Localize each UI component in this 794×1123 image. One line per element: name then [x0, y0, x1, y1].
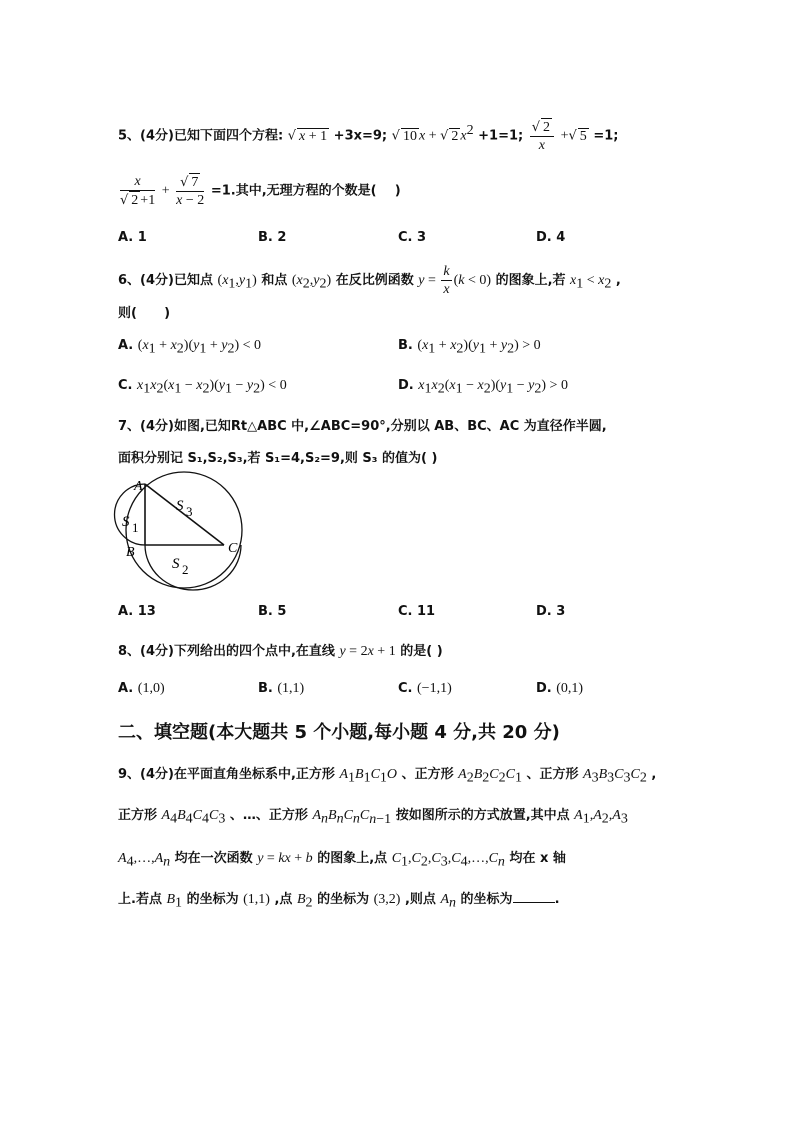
q5-line1: 5、(4分)已知下面四个方程: √ x + 1 +3x=9; √ 10 x + √ 2 $x^2 +1=1$; $\frac{√ 2}{x}$ +√ 5 =1;	[118, 120, 619, 153]
q7-line1: 7、(4分)如图,已知Rt△ABC 中,∠ABC=90°,分别以 AB、BC、AC 为直径作半圆,	[118, 419, 607, 434]
label-s1-sub: 1	[132, 520, 139, 535]
q6-option-b: B. $(x_1 + x_2)(y_1 + y_2) > 0$	[398, 338, 541, 357]
label-a: A	[134, 479, 143, 494]
label-s2: S	[172, 556, 180, 572]
label-b: B	[126, 545, 135, 560]
q9-line3: $A_4,\dots,A_n$ 均在一次函数 y = kx + b 的图象上,点 $C_1,C_2,C_3,C_4,\dots,C_n$ 均在 x 轴	[118, 851, 566, 870]
section-heading: 二、填空题(本大题共 5 个小题,每小题 4 分,共 20 分)	[118, 722, 560, 743]
q8-option-d: D. (0,1)	[536, 681, 584, 696]
label-s2-sub: 2	[182, 562, 189, 577]
label-c: C	[228, 541, 238, 556]
q8-option-a: A. (1,0)	[118, 681, 165, 696]
label-s1: S	[122, 514, 130, 530]
q7-option-a: A. 13	[118, 604, 156, 619]
q7-figure	[100, 470, 270, 595]
q6-option-d: D. $x_1x_2(x_1 - x_2)(y_1 - y_2) > 0$	[398, 378, 568, 397]
q6-line2: 则( )	[118, 306, 171, 321]
q5-option-d: D. 4	[536, 230, 566, 245]
semicircle-s2	[145, 545, 241, 590]
q7-option-b: B. 5	[258, 604, 287, 619]
q8-option-c: C. (−1,1)	[398, 681, 452, 696]
q5-line2: $\frac{x}{√ 2 +1}$ + $\frac{√ 7}{x - 2}$ =1.其中,无理方程的个数是( )	[120, 174, 401, 208]
q6-option-a: A. $(x_1 + x_2)(y_1 + y_2) < 0$	[118, 338, 262, 357]
q6-line1: 6、(4分)已知点 $(x_1,y_1)$ 和点 $(x_2,y_2)$ 在反比例函数 y = $\frac{k}{x}$ (k < 0) 的图象上,若 $x_1 < x_2$ ,	[118, 264, 621, 297]
q9-line1: 9、(4分)在平面直角坐标系中,正方形 $A_1B_1C_1O$ 、正方形 $A_2B_2C_2C_1$ 、正方形 $A_3B_3C_3C_2$ ,	[118, 767, 657, 786]
q7-line2: 面积分别记 S₁,S₂,S₃,若 S₁=4,S₂=9,则 S₃ 的值为( )	[118, 451, 438, 466]
segment-ac	[145, 484, 224, 545]
answer-blank[interactable]	[513, 890, 555, 903]
label-s3: S	[176, 498, 184, 514]
q7-option-d: D. 3	[536, 604, 566, 619]
q8-option-b: B. (1,1)	[258, 681, 305, 696]
q9-line4: 上.若点 $B_1$ 的坐标为 (1,1) ,点 $B_2$ 的坐标为 (3,2) ,则点 $A_n$ 的坐标为 .	[118, 892, 560, 911]
q9-line2: 正方形 $A_4B_4C_4C_3$ 、…、正方形 $A_nB_nC_nC_{n-1}$ 按如图所示的方式放置,其中点 $A_1,A_2,A_3$	[118, 808, 628, 827]
q5-option-c: C. 3	[398, 230, 427, 245]
q5-option-a: A. 1	[118, 230, 147, 245]
q5-option-b: B. 2	[258, 230, 287, 245]
q6-option-c: C. $x_1x_2(x_1 - x_2)(y_1 - y_2) < 0$	[118, 378, 287, 397]
q8-line: 8、(4分)下列给出的四个点中,在直线 y = 2x + 1 的是( )	[118, 644, 443, 659]
q7-option-c: C. 11	[398, 604, 436, 619]
label-s3-sub: 3	[186, 504, 193, 519]
